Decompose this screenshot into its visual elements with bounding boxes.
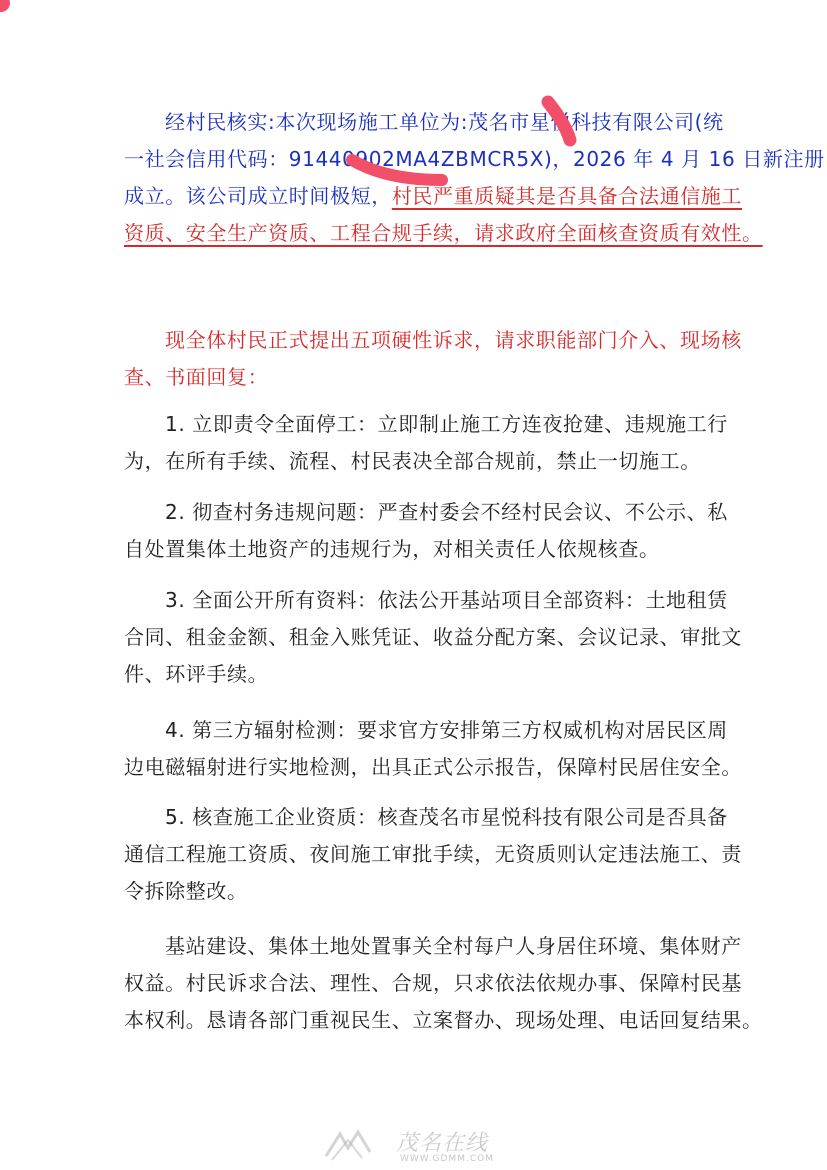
demand-item-3	[124, 582, 742, 693]
text-line: 5. 核查施工企业资质：核查茂名市星悦科技有限公司是否具备	[165, 805, 728, 829]
demand-item-2	[124, 494, 728, 568]
text-line: 令拆除整改。	[124, 879, 248, 903]
demand-item-4	[124, 712, 742, 786]
watermark-logo-icon	[318, 1126, 388, 1166]
demand-item-1	[124, 406, 728, 480]
text-line: 边电磁辐射进行实地检测，出具正式公示报告，保障村民居住安全。	[124, 755, 742, 779]
text-line: 1. 立即责令全面停工：立即制止施工方连夜抢建、违规施工行	[165, 412, 728, 436]
text-segment: 成立。该公司成立时间极短，	[124, 184, 392, 208]
text-line: 件、环评手续。	[124, 662, 269, 686]
paragraph-closing	[124, 928, 763, 1039]
watermark	[318, 1124, 528, 1168]
corner-mark	[0, 0, 10, 12]
text-line: 合同、租金金额、租金入账凭证、收益分配方案、会议记录、审批文	[124, 625, 742, 649]
text-line: 通信工程施工资质、夜间施工审批手续，无资质则认定违法施工、责	[124, 842, 742, 866]
text-line-mixed	[124, 178, 743, 215]
paragraph-contractor-verification	[124, 104, 825, 252]
text-line: 基站建设、集体土地处置事关全村每户人身居住环境、集体财产	[165, 934, 742, 958]
demand-item-5	[124, 799, 742, 910]
text-line: 现全体村民正式提出五项硬性诉求，请求职能部门介入、现场核	[165, 328, 742, 352]
watermark-url: WWW.GDMM.COM	[400, 1154, 494, 1164]
text-line: 查、书面回复：	[124, 365, 269, 389]
underlined-demand-text: 资质、安全生产资质、工程合规手续，请求政府全面核查资质有效性。	[124, 221, 763, 245]
text-line: 4. 第三方辐射检测：要求官方安排第三方权威机构对居民区周	[165, 718, 728, 742]
text-line: 一社会信用代码：91440902MA4ZBMCR5X)，2026 年 4 月 16 日新注册	[124, 147, 825, 171]
text-line: 3. 全面公开所有资料：依法公开基站项目全部资料：土地租赁	[165, 588, 728, 612]
text-line: 权益。村民诉求合法、理性、合规，只求依法依规办事、保障村民基	[124, 971, 742, 995]
text-line: 自处置集体土地资产的违规行为，对相关责任人依规核查。	[124, 537, 660, 561]
text-line: 2. 彻查村务违规问题：严查村委会不经村民会议、不公示、私	[165, 500, 728, 524]
paragraph-demands-intro	[124, 322, 742, 396]
underlined-demand-text: 村民严重质疑其是否具备合法通信施工	[391, 184, 743, 208]
text-line: 本权利。恳请各部门重视民生、立案督办、现场处理、电话回复结果。	[124, 1008, 763, 1032]
text-line: 经村民核实:本次现场施工单位为:茂名市星悦科技有限公司(统	[165, 110, 724, 134]
text-line: 为，在所有手续、流程、村民表决全部合规前，禁止一切施工。	[124, 449, 701, 473]
watermark-brand: 茂名在线	[396, 1131, 489, 1156]
